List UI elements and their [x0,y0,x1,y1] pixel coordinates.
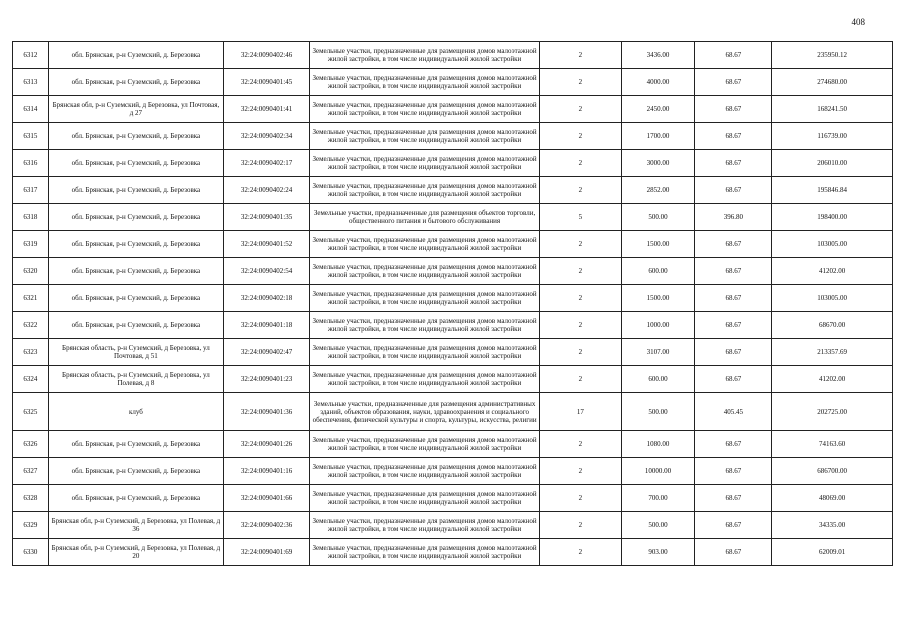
address-cell: обл. Брянская, р-н Суземский, д. Березовка [48,312,223,339]
row-number-cell: 6330 [13,539,49,566]
area-cell: 903.00 [621,539,695,566]
use-group-cell: 2 [540,177,622,204]
cadastral-value-cell: 206010.00 [772,150,893,177]
land-use-cell: Земельные участки, предназначенные для размещения домов малоэтажной жилой застройки, в том числе индивидуальной жилой застройки [310,177,540,204]
use-group-cell: 2 [540,458,622,485]
land-use-cell: Земельные участки, предназначенные для размещения домов малоэтажной жилой застройки, в том числе индивидуальной жилой застройки [310,539,540,566]
page-number: 408 [851,17,865,27]
address-cell: обл. Брянская, р-н Суземский, д. Березовка [48,42,223,69]
specific-value-cell: 68.67 [695,42,772,69]
land-use-cell: Земельные участки, предназначенные для размещения домов малоэтажной жилой застройки, в том числе индивидуальной жилой застройки [310,69,540,96]
cadastral-value-cell: 686700.00 [772,458,893,485]
table-row [13,393,893,431]
cadastral-value-cell: 202725.00 [772,393,893,431]
cadastral-value-cell: 195846.84 [772,177,893,204]
address-cell: обл. Брянская, р-н Суземский, д. Березовка [48,204,223,231]
land-use-cell: Земельные участки, предназначенные для размещения домов малоэтажной жилой застройки, в том числе индивидуальной жилой застройки [310,231,540,258]
area-cell: 2450.00 [621,96,695,123]
specific-value-cell: 68.67 [695,339,772,366]
row-number-cell: 6327 [13,458,49,485]
table-row [13,204,893,231]
cadastral-number-cell: 32:24:0090402:17 [224,150,310,177]
cadastral-number-cell: 32:24:0090401:35 [224,204,310,231]
address-cell: обл. Брянская, р-н Суземский, д. Березовка [48,458,223,485]
cadastral-number-cell: 32:24:0090402:24 [224,177,310,204]
area-cell: 600.00 [621,366,695,393]
table-row [13,431,893,458]
cadastral-value-cell: 213357.69 [772,339,893,366]
address-cell: Брянская обл, р-н Суземский, д Березовка, ул Почтовая, д 27 [48,96,223,123]
cadastral-number-cell: 32:24:0090401:69 [224,539,310,566]
cadastral-number-cell: 32:24:0090401:66 [224,485,310,512]
land-use-cell: Земельные участки, предназначенные для размещения домов малоэтажной жилой застройки, в том числе индивидуальной жилой застройки [310,512,540,539]
cadastral-value-cell: 235950.12 [772,42,893,69]
address-cell: обл. Брянская, р-н Суземский, д. Березовка [48,150,223,177]
cadastral-value-cell: 168241.50 [772,96,893,123]
area-cell: 10000.00 [621,458,695,485]
table-row [13,339,893,366]
specific-value-cell: 68.67 [695,231,772,258]
cadastral-number-cell: 32:24:0090401:18 [224,312,310,339]
row-number-cell: 6312 [13,42,49,69]
address-cell: обл. Брянская, р-н Суземский, д. Березовка [48,231,223,258]
table-body [13,42,893,566]
land-use-cell: Земельные участки, предназначенные для размещения домов малоэтажной жилой застройки, в том числе индивидуальной жилой застройки [310,123,540,150]
use-group-cell: 17 [540,393,622,431]
use-group-cell: 2 [540,258,622,285]
use-group-cell: 2 [540,231,622,258]
address-cell: обл. Брянская, р-н Суземский, д. Березовка [48,258,223,285]
row-number-cell: 6326 [13,431,49,458]
address-cell: обл. Брянская, р-н Суземский, д. Березовка [48,69,223,96]
cadastral-value-cell: 41202.00 [772,258,893,285]
land-use-cell: Земельные участки, предназначенные для размещения административных зданий, объектов образования, науки, здравоохранения и социального обеспечения, физической культуры и спорта, культуры, искусства, религии [310,393,540,431]
table-row [13,366,893,393]
row-number-cell: 6325 [13,393,49,431]
area-cell: 500.00 [621,512,695,539]
specific-value-cell: 68.67 [695,539,772,566]
table-row [13,177,893,204]
land-use-cell: Земельные участки, предназначенные для размещения домов малоэтажной жилой застройки, в том числе индивидуальной жилой застройки [310,42,540,69]
cadastral-number-cell: 32:24:0090401:45 [224,69,310,96]
area-cell: 4000.00 [621,69,695,96]
specific-value-cell: 68.67 [695,485,772,512]
cadastral-number-cell: 32:24:0090401:41 [224,96,310,123]
use-group-cell: 2 [540,96,622,123]
area-cell: 3000.00 [621,150,695,177]
table-row [13,458,893,485]
row-number-cell: 6321 [13,285,49,312]
specific-value-cell: 405.45 [695,393,772,431]
table-row [13,258,893,285]
cadastral-value-cell: 68670.00 [772,312,893,339]
cadastral-number-cell: 32:24:0090402:46 [224,42,310,69]
land-use-cell: Земельные участки, предназначенные для размещения домов малоэтажной жилой застройки, в том числе индивидуальной жилой застройки [310,258,540,285]
use-group-cell: 2 [540,512,622,539]
use-group-cell: 2 [540,366,622,393]
table-row [13,123,893,150]
land-use-cell: Земельные участки, предназначенные для размещения домов малоэтажной жилой застройки, в том числе индивидуальной жилой застройки [310,431,540,458]
specific-value-cell: 68.67 [695,150,772,177]
specific-value-cell: 68.67 [695,258,772,285]
area-cell: 1080.00 [621,431,695,458]
cadastral-number-cell: 32:24:0090401:23 [224,366,310,393]
cadastral-number-cell: 32:24:0090402:34 [224,123,310,150]
use-group-cell: 2 [540,150,622,177]
row-number-cell: 6314 [13,96,49,123]
land-use-cell: Земельные участки, предназначенные для размещения домов малоэтажной жилой застройки, в том числе индивидуальной жилой застройки [310,285,540,312]
address-cell: обл. Брянская, р-н Суземский, д. Березовка [48,431,223,458]
specific-value-cell: 68.67 [695,285,772,312]
table-row [13,231,893,258]
specific-value-cell: 68.67 [695,366,772,393]
specific-value-cell: 68.67 [695,123,772,150]
area-cell: 1000.00 [621,312,695,339]
address-cell: обл. Брянская, р-н Суземский, д. Березовка [48,177,223,204]
address-cell: клуб [48,393,223,431]
address-cell: Брянская обл, р-н Суземский, д Березовка, ул Полевая, д 20 [48,539,223,566]
specific-value-cell: 68.67 [695,512,772,539]
land-use-cell: Земельные участки, предназначенные для размещения домов малоэтажной жилой застройки, в том числе индивидуальной жилой застройки [310,458,540,485]
row-number-cell: 6319 [13,231,49,258]
cadastral-number-cell: 32:24:0090402:36 [224,512,310,539]
table-row [13,512,893,539]
cadastral-number-cell: 32:24:0090401:52 [224,231,310,258]
use-group-cell: 2 [540,539,622,566]
row-number-cell: 6324 [13,366,49,393]
row-number-cell: 6328 [13,485,49,512]
use-group-cell: 2 [540,312,622,339]
use-group-cell: 2 [540,42,622,69]
land-use-cell: Земельные участки, предназначенные для размещения домов малоэтажной жилой застройки, в том числе индивидуальной жилой застройки [310,96,540,123]
row-number-cell: 6316 [13,150,49,177]
row-number-cell: 6323 [13,339,49,366]
area-cell: 2852.00 [621,177,695,204]
cadastral-value-cell: 116739.00 [772,123,893,150]
area-cell: 1700.00 [621,123,695,150]
table-row [13,285,893,312]
cadastral-value-cell: 103005.00 [772,285,893,312]
specific-value-cell: 68.67 [695,312,772,339]
land-use-cell: Земельные участки, предназначенные для размещения домов малоэтажной жилой застройки, в том числе индивидуальной жилой застройки [310,366,540,393]
table-row [13,485,893,512]
cadastral-number-cell: 32:24:0090401:26 [224,431,310,458]
table-row [13,312,893,339]
cadastral-number-cell: 32:24:0090402:47 [224,339,310,366]
land-use-cell: Земельные участки, предназначенные для размещения домов малоэтажной жилой застройки, в том числе индивидуальной жилой застройки [310,150,540,177]
area-cell: 600.00 [621,258,695,285]
area-cell: 1500.00 [621,231,695,258]
row-number-cell: 6313 [13,69,49,96]
table-row [13,96,893,123]
cadastral-number-cell: 32:24:0090402:18 [224,285,310,312]
table-row [13,69,893,96]
use-group-cell: 5 [540,204,622,231]
address-cell: Брянская область, р-н Суземский, д Березовка, ул Почтовая, д 51 [48,339,223,366]
specific-value-cell: 68.67 [695,96,772,123]
specific-value-cell: 396.80 [695,204,772,231]
row-number-cell: 6320 [13,258,49,285]
land-use-cell: Земельные участки, предназначенные для размещения домов малоэтажной жилой застройки, в том числе индивидуальной жилой застройки [310,312,540,339]
row-number-cell: 6322 [13,312,49,339]
area-cell: 1500.00 [621,285,695,312]
area-cell: 500.00 [621,204,695,231]
address-cell: Брянская обл, р-н Суземский, д Березовка, ул Полевая, д 36 [48,512,223,539]
land-registry-table [12,41,893,566]
specific-value-cell: 68.67 [695,69,772,96]
row-number-cell: 6315 [13,123,49,150]
table-row [13,42,893,69]
row-number-cell: 6317 [13,177,49,204]
use-group-cell: 2 [540,339,622,366]
cadastral-value-cell: 103005.00 [772,231,893,258]
specific-value-cell: 68.67 [695,458,772,485]
use-group-cell: 2 [540,285,622,312]
use-group-cell: 2 [540,431,622,458]
address-cell: обл. Брянская, р-н Суземский, д. Березовка [48,285,223,312]
area-cell: 500.00 [621,393,695,431]
area-cell: 3107.00 [621,339,695,366]
table-row [13,150,893,177]
land-use-cell: Земельные участки, предназначенные для размещения домов малоэтажной жилой застройки, в том числе индивидуальной жилой застройки [310,485,540,512]
cadastral-value-cell: 34335.00 [772,512,893,539]
use-group-cell: 2 [540,485,622,512]
use-group-cell: 2 [540,123,622,150]
cadastral-value-cell: 41202.00 [772,366,893,393]
specific-value-cell: 68.67 [695,431,772,458]
address-cell: обл. Брянская, р-н Суземский, д. Березовка [48,485,223,512]
row-number-cell: 6329 [13,512,49,539]
cadastral-value-cell: 198400.00 [772,204,893,231]
area-cell: 3436.00 [621,42,695,69]
cadastral-number-cell: 32:24:0090402:54 [224,258,310,285]
use-group-cell: 2 [540,69,622,96]
land-use-cell: Земельные участки, предназначенные для размещения объектов торговли, общественного питания и бытового обслуживания [310,204,540,231]
area-cell: 700.00 [621,485,695,512]
table-row [13,539,893,566]
land-use-cell: Земельные участки, предназначенные для размещения домов малоэтажной жилой застройки, в том числе индивидуальной жилой застройки [310,339,540,366]
cadastral-value-cell: 48069.00 [772,485,893,512]
address-cell: Брянская область, р-н Суземский, д Березовка, ул Полевая, д 8 [48,366,223,393]
specific-value-cell: 68.67 [695,177,772,204]
cadastral-value-cell: 274680.00 [772,69,893,96]
cadastral-number-cell: 32:24:0090401:16 [224,458,310,485]
row-number-cell: 6318 [13,204,49,231]
cadastral-value-cell: 74163.60 [772,431,893,458]
cadastral-value-cell: 62009.01 [772,539,893,566]
address-cell: обл. Брянская, р-н Суземский, д. Березовка [48,123,223,150]
cadastral-number-cell: 32:24:0090401:36 [224,393,310,431]
